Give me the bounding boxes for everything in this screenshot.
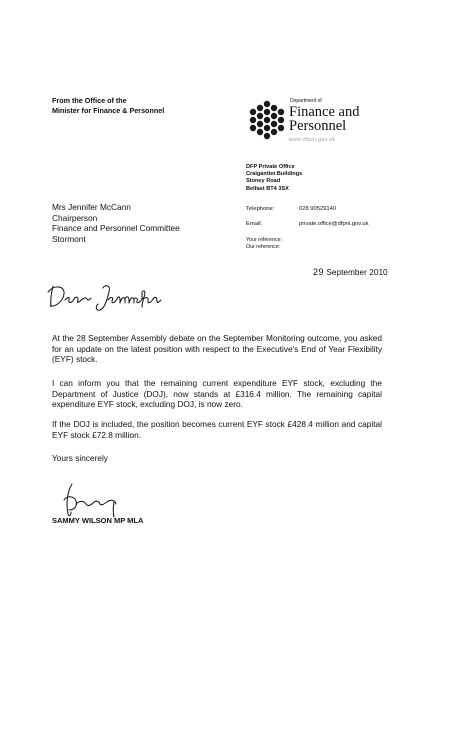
department-name-line2: Personnel	[289, 118, 347, 134]
recipient-location: Stormont	[52, 233, 86, 244]
signatory-name: SAMMY WILSON MP MLA	[52, 516, 144, 525]
recipient-role: Chairperson	[52, 212, 98, 223]
handwritten-signature	[58, 480, 122, 520]
department-website: www.dfpni.gov.uk	[289, 137, 336, 143]
letter-date	[313, 267, 388, 277]
closing-line: Yours sincerely	[52, 453, 108, 463]
telephone-label: Telephone:	[246, 206, 275, 212]
email-value: private.office@dfpni.gov.uk	[299, 221, 369, 227]
handwritten-salutation	[45, 280, 165, 312]
department-logo-icon	[247, 100, 287, 140]
your-reference-label: Your reference:	[246, 237, 283, 243]
body-paragraph-2: I can inform you that the remaining current expenditure EYF stock, excluding the Department of Justice (DOJ), now stands at £316.4 million. The remaining capital expenditure EYF stock, excluding DOJ, is now zero.	[52, 378, 382, 410]
body-paragraph-3: If the DOJ is included, the position becomes current EYF stock £428.4 million and capital EYF stock £72.8 million.	[52, 419, 382, 440]
email-label: Email:	[246, 221, 263, 227]
sender-office-line2: Minister for Finance & Personnel	[52, 106, 165, 115]
address-line: Stoney Road	[246, 178, 281, 185]
our-reference-label: Our reference:	[246, 243, 281, 250]
body-paragraph-1: At the 28 September Assembly debate on the September Monitoring outcome, you asked for an update on the latest position with respect to the Executive's End of Year Flexibility (EYF) stock.	[52, 333, 382, 365]
telephone-value: 028 90529140	[299, 206, 337, 212]
date-month-year: September 2010	[326, 267, 388, 277]
reference-block	[246, 237, 282, 250]
recipient-name: Mrs Jennifer McCann	[52, 202, 131, 212]
sender-office-line1: From the Office of the	[52, 96, 127, 105]
sender-office	[52, 96, 164, 116]
address-line: DFP Private Office	[246, 164, 295, 170]
address-line: Craigantlet Buildings	[246, 171, 303, 178]
department-name-line1: Finance and	[289, 104, 360, 120]
date-day: 29	[313, 267, 325, 277]
recipient-address	[52, 202, 180, 244]
department-name	[289, 105, 359, 133]
address-line: Belfast BT4 3SX	[246, 185, 289, 192]
office-address	[246, 164, 302, 193]
recipient-committee: Finance and Personnel Committee	[52, 223, 180, 234]
department-of-label: Department of	[290, 98, 322, 104]
